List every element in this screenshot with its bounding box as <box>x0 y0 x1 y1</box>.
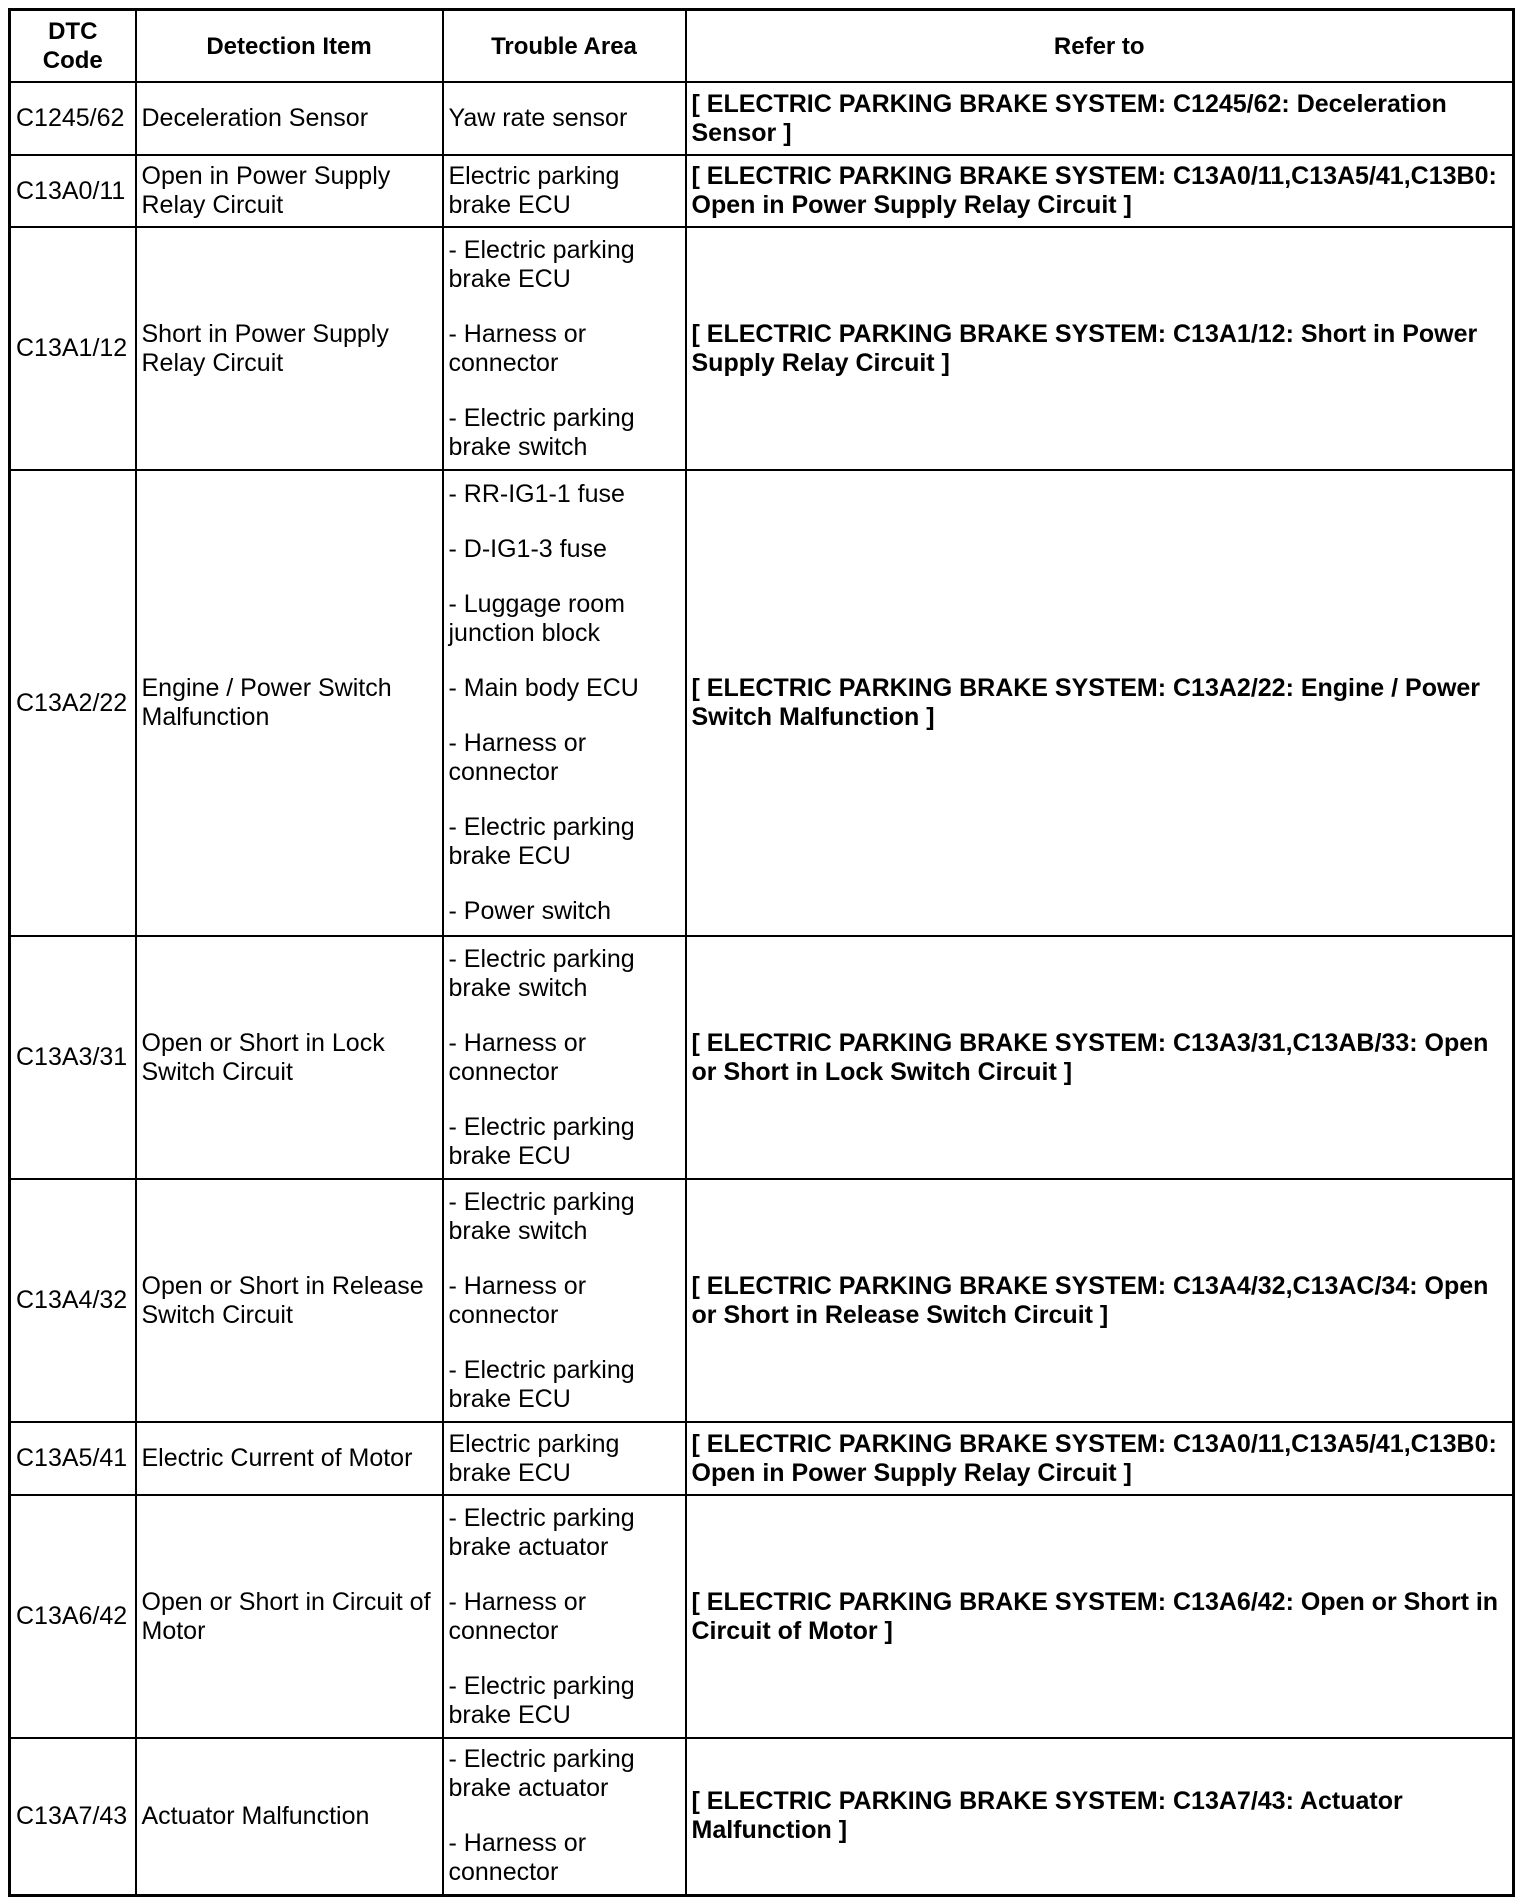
detection-item-cell: Deceleration Sensor <box>136 82 443 155</box>
trouble-area-item: - Electric parking brake switch <box>448 1187 635 1245</box>
refer-to-link[interactable]: [ ELECTRIC PARKING BRAKE SYSTEM: C13A6/42: Open or Short in Circuit of Motor ] <box>686 1495 1514 1738</box>
table-row <box>10 1495 1514 1738</box>
trouble-area-item: Electric parking brake ECU <box>448 162 620 219</box>
table-row <box>10 82 1514 155</box>
refer-to-link[interactable]: [ ELECTRIC PARKING BRAKE SYSTEM: C13A3/31,C13AB/33: Open or Short in Lock Switch Circuit ] <box>686 936 1514 1179</box>
trouble-area-cell <box>443 470 686 936</box>
header-trouble-area: Trouble Area <box>443 10 686 83</box>
refer-to-link[interactable]: [ ELECTRIC PARKING BRAKE SYSTEM: C13A0/11,C13A5/41,C13B0: Open in Power Supply Relay Circuit ] <box>686 155 1514 227</box>
trouble-area-cell <box>443 1179 686 1422</box>
trouble-area-item: Yaw rate sensor <box>448 104 628 132</box>
trouble-area-item: - Electric parking brake ECU <box>448 1112 635 1170</box>
dtc-code-cell: C13A4/32 <box>10 1179 136 1422</box>
detection-item-cell: Open or Short in Release Switch Circuit <box>136 1179 443 1422</box>
table-row <box>10 227 1514 470</box>
trouble-area-item: - Electric parking brake switch <box>448 403 635 461</box>
trouble-area-item: - Harness or connector <box>448 1829 587 1887</box>
trouble-area-item: - Electric parking brake switch <box>448 944 635 1002</box>
header-refer-to: Refer to <box>686 10 1514 83</box>
refer-to-link[interactable]: [ ELECTRIC PARKING BRAKE SYSTEM: C13A1/12: Short in Power Supply Relay Circuit ] <box>686 227 1514 470</box>
table-row <box>10 470 1514 936</box>
detection-item-cell: Open in Power Supply Relay Circuit <box>136 155 443 227</box>
detection-item-cell: Open or Short in Circuit of Motor <box>136 1495 443 1738</box>
trouble-area-item: - Power switch <box>448 897 612 925</box>
header-row <box>10 10 1514 83</box>
trouble-area-item: - Electric parking brake actuator <box>448 1745 635 1803</box>
trouble-area-item: - RR-IG1-1 fuse <box>448 480 625 508</box>
trouble-area-item: - Harness or connector <box>448 729 587 786</box>
trouble-area-item: - Electric parking brake ECU <box>448 1671 635 1729</box>
dtc-code-cell: C13A7/43 <box>10 1738 136 1895</box>
refer-to-link[interactable]: [ ELECTRIC PARKING BRAKE SYSTEM: C13A4/32,C13AC/34: Open or Short in Release Switch Circuit ] <box>686 1179 1514 1422</box>
trouble-area-cell <box>443 1495 686 1738</box>
table-row <box>10 1179 1514 1422</box>
trouble-area-item: - Main body ECU <box>448 674 639 702</box>
table-row <box>10 936 1514 1179</box>
refer-to-link[interactable]: [ ELECTRIC PARKING BRAKE SYSTEM: C13A0/11,C13A5/41,C13B0: Open in Power Supply Relay Circuit ] <box>686 1422 1514 1495</box>
detection-item-cell: Engine / Power Switch Malfunction <box>136 470 443 936</box>
dtc-code-cell: C13A3/31 <box>10 936 136 1179</box>
trouble-area-item: - Harness or connector <box>448 1271 587 1329</box>
table-row <box>10 1738 1514 1895</box>
trouble-area-cell <box>443 155 686 227</box>
dtc-code-cell: C13A1/12 <box>10 227 136 470</box>
detection-item-cell: Open or Short in Lock Switch Circuit <box>136 936 443 1179</box>
dtc-code-cell: C1245/62 <box>10 82 136 155</box>
detection-item-cell: Actuator Malfunction <box>136 1738 443 1895</box>
detection-item-cell: Short in Power Supply Relay Circuit <box>136 227 443 470</box>
trouble-area-item: - Electric parking brake ECU <box>448 235 635 293</box>
trouble-area-item: - Harness or connector <box>448 1028 587 1086</box>
trouble-area-item: - Harness or connector <box>448 319 587 377</box>
table-row <box>10 155 1514 227</box>
trouble-area-cell <box>443 936 686 1179</box>
trouble-area-item: - Electric parking brake ECU <box>448 813 635 870</box>
trouble-area-item: - Harness or connector <box>448 1587 587 1645</box>
dtc-code-cell: C13A0/11 <box>10 155 136 227</box>
trouble-area-item: - Electric parking brake actuator <box>448 1503 635 1561</box>
dtc-code-cell: C13A6/42 <box>10 1495 136 1738</box>
dtc-table <box>8 8 1515 1897</box>
dtc-code-cell: C13A5/41 <box>10 1422 136 1495</box>
header-detection-item: Detection Item <box>136 10 443 83</box>
trouble-area-cell <box>443 1422 686 1495</box>
trouble-area-item: - Luggage room junction block <box>448 590 626 647</box>
detection-item-cell: Electric Current of Motor <box>136 1422 443 1495</box>
header-dtc-code: DTC Code <box>10 10 136 83</box>
trouble-area-cell <box>443 1738 686 1895</box>
refer-to-link[interactable]: [ ELECTRIC PARKING BRAKE SYSTEM: C13A7/43: Actuator Malfunction ] <box>686 1738 1514 1895</box>
trouble-area-item: - Electric parking brake ECU <box>448 1355 635 1413</box>
trouble-area-item: - D-IG1-3 fuse <box>448 535 607 563</box>
trouble-area-cell <box>443 82 686 155</box>
dtc-code-cell: C13A2/22 <box>10 470 136 936</box>
table-row <box>10 1422 1514 1495</box>
refer-to-link[interactable]: [ ELECTRIC PARKING BRAKE SYSTEM: C13A2/22: Engine / Power Switch Malfunction ] <box>686 470 1514 936</box>
trouble-area-item: Electric parking brake ECU <box>448 1429 620 1487</box>
refer-to-link[interactable]: [ ELECTRIC PARKING BRAKE SYSTEM: C1245/62: Deceleration Sensor ] <box>686 82 1514 155</box>
trouble-area-cell <box>443 227 686 470</box>
